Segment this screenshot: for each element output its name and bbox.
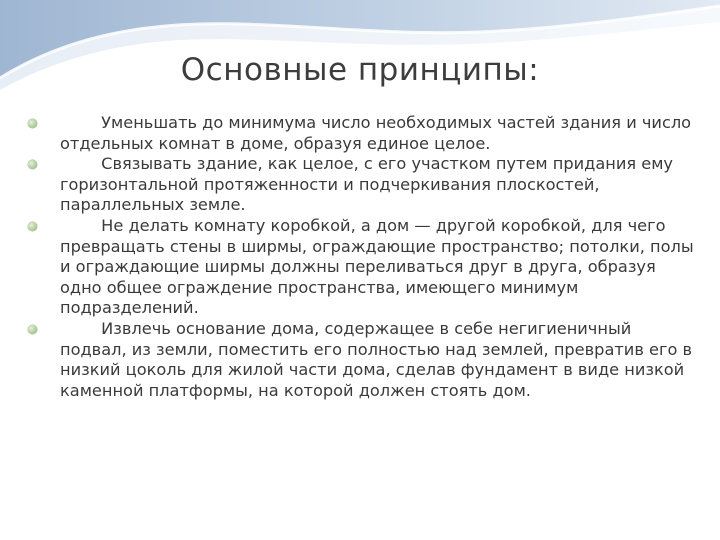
list-item — [28, 215, 699, 319]
slide-title: Основные принципы: — [180, 52, 540, 88]
bullet-text: Связывать здание, как целое, с его участком путем придания ему горизонтальной протяженности и подчеркивания плоскостей, параллельных земле. — [60, 154, 679, 215]
bullet-list — [28, 113, 699, 401]
bullet-text: Уменьшать до минимума число необходимых частей здания и число отдельных комнат в доме, образуя единое целое. — [60, 113, 697, 153]
list-item — [28, 154, 696, 216]
circle-bullet-icon — [28, 160, 37, 169]
bullet-text: Не делать комнату коробкой, а дом — другой коробкой, для чего превращать стены в ширмы, ограждающие пространство; потолки, полы и ограждающие ширмы должны переливаться друг в друга, образуя одно общее ограждение пространства, имеющего минимум подразделений. — [60, 215, 699, 318]
list-item — [28, 319, 696, 401]
circle-bullet-icon — [28, 325, 37, 334]
circle-bullet-icon — [28, 222, 37, 231]
list-item — [28, 113, 696, 154]
bullet-text: Извлечь основание дома, содержащее в себе негигиеничный подвал, из земли, поместить его полностью над землей, превратив его в низкий цоколь для жилой части дома, сделав фундамент в виде низкой каменной платформы, на которой должен стоять дом. — [60, 318, 698, 400]
circle-bullet-icon — [28, 119, 37, 128]
